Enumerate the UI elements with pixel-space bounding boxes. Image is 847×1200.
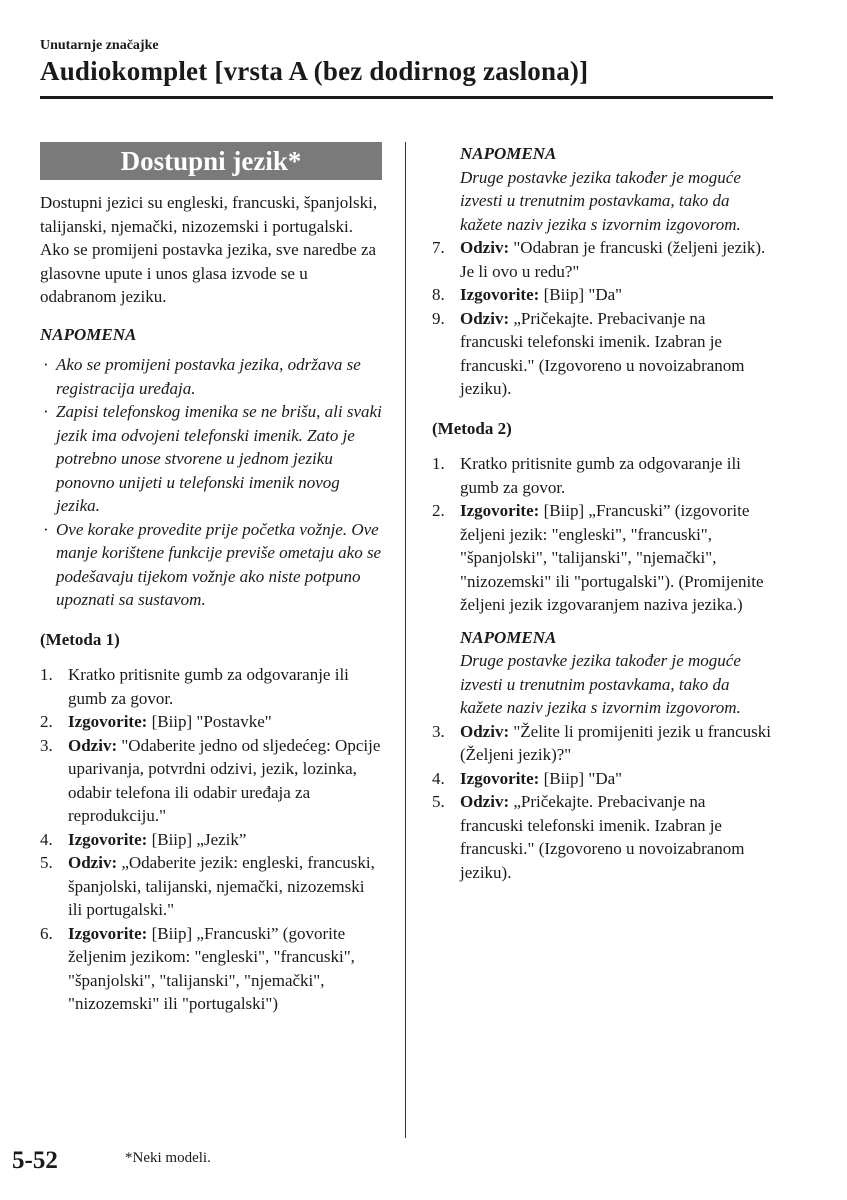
steps-list xyxy=(40,663,382,1016)
step-number: 5. xyxy=(432,792,445,811)
step-text: "Želite li promijeniti jezik u francuski (Željeni jezik)?" xyxy=(460,721,771,764)
step-number: 1. xyxy=(432,454,445,473)
step-number: 2. xyxy=(432,501,445,520)
step-item xyxy=(432,720,772,767)
step-number: 3. xyxy=(432,721,445,741)
step-item xyxy=(432,307,772,401)
method-title: (Metoda 2) xyxy=(432,418,512,438)
steps-list xyxy=(432,236,772,401)
step-item xyxy=(432,283,772,307)
method-title: (Metoda 1) xyxy=(40,629,120,649)
step-keyword: Izgovorite: xyxy=(460,768,540,788)
step-number: 2. xyxy=(40,712,53,731)
step-keyword: Odziv: xyxy=(460,308,510,328)
step-number: 1. xyxy=(40,665,53,684)
step-text: Kratko pritisnite gumb za odgovaranje ili gumb za govor. xyxy=(460,454,741,497)
footnote: *Neki modeli. xyxy=(125,1150,211,1166)
note-title: NAPOMENA xyxy=(40,324,137,344)
step-item xyxy=(40,710,382,734)
step-text: [Biip] "Postavke" xyxy=(147,712,272,731)
step-item xyxy=(40,922,382,1016)
section-heading: Dostupni jezik* xyxy=(40,142,382,180)
step-text: [Biip] „Francuski” (govorite željenim jezikom: "engleski", "francuski", "španjolski", "talijanski", "njemački", "nizozemski" ili "portugalski") xyxy=(68,923,355,1013)
step-text: [Biip] "Da" xyxy=(539,285,623,304)
step-keyword: Odziv: xyxy=(68,735,118,755)
step-text: "Odaberite jedno od sljedećeg: Opcije uparivanja, potvrdni odzivi, jezik, lozinka, odabir telefona ili odabir uređaja za reprodukciju." xyxy=(68,735,381,825)
column-divider xyxy=(405,142,406,1138)
steps-list xyxy=(432,452,772,617)
header-rule xyxy=(40,96,773,99)
intro-paragraph: Dostupni jezici su engleski, francuski, španjolski, talijanski, njemački, nizozemski i portugalski. Ako se promijeni postavka jezika, sve naredbe za glasovne upute i unos glasa izvode se u odabranom jeziku. xyxy=(40,193,378,306)
page-title: Audiokomplet [vrsta A (bez dodirnog zaslona)] xyxy=(40,56,589,86)
step-item xyxy=(40,828,382,852)
step-text: [Biip] "Da" xyxy=(539,768,623,788)
step-text: „Pričekajte. Prebacivanje na francuski telefonski imenik. Izabran je francuski." (Izgovoreno u novoizabranom jeziku). xyxy=(460,792,745,882)
left-column xyxy=(40,142,382,1016)
step-item xyxy=(40,663,382,710)
step-keyword: Izgovorite: xyxy=(460,501,540,520)
note-block xyxy=(432,142,772,236)
step-text: "Odabran je francuski (željeni jezik). Je li ovo u redu?" xyxy=(460,238,766,281)
step-text: „Pričekajte. Prebacivanje na francuski telefonski imenik. Izabran je francuski." (Izgovoreno u novoizabranom jeziku). xyxy=(460,308,745,398)
step-item xyxy=(432,236,772,283)
note-list xyxy=(40,353,382,612)
note-item: · Zapisi telefonskog imenika se ne brišu, ali svaki jezik ima odvojeni telefonski imenik. Zato je potrebno unose stvorene u jednom jeziku ponovno unijeti u telefonski imenik novog jezika. xyxy=(40,400,382,518)
step-text: „Odaberite jezik: engleski, francuski, španjolski, talijanski, njemački, nizozemski ili portugalski." xyxy=(68,853,375,919)
step-item xyxy=(432,499,772,617)
step-keyword: Izgovorite: xyxy=(68,712,148,731)
step-keyword: Izgovorite: xyxy=(68,923,148,943)
note-block xyxy=(432,626,772,720)
step-number: 5. xyxy=(40,853,53,872)
step-number: 4. xyxy=(432,768,445,788)
step-keyword: Izgovorite: xyxy=(68,829,148,849)
step-keyword: Odziv: xyxy=(460,721,510,741)
step-number: 7. xyxy=(432,238,445,257)
note-title: NAPOMENA xyxy=(460,627,557,647)
section-label: Unutarnje značajke xyxy=(40,38,159,53)
note-text: Druge postavke jezika također je moguće izvesti u trenutnim postavkama, tako da kažete naziv jezika s izvornim izgovorom. xyxy=(460,651,741,717)
step-item xyxy=(432,790,772,884)
step-number: 6. xyxy=(40,923,53,943)
step-number: 9. xyxy=(432,308,445,328)
note-title: NAPOMENA xyxy=(460,144,557,163)
step-item xyxy=(40,734,382,828)
step-keyword: Odziv: xyxy=(460,792,510,811)
step-number: 4. xyxy=(40,829,53,849)
step-item xyxy=(432,767,772,791)
step-number: 3. xyxy=(40,735,53,755)
step-number: 8. xyxy=(432,285,445,304)
step-item xyxy=(432,452,772,499)
step-keyword: Izgovorite: xyxy=(460,285,540,304)
page-number: 5-52 xyxy=(12,1147,58,1174)
steps-list xyxy=(432,720,772,885)
step-text: [Biip] „Jezik” xyxy=(147,829,247,849)
step-item xyxy=(40,851,382,922)
right-column xyxy=(432,142,772,884)
step-text: [Biip] „Francuski” (izgovorite željeni jezik: "engleski", "francuski", "španjolski", "talijanski", "njemački", "nizozemski" ili "portugalski"). (Promijenite željeni jezik izgovaranjem naziva jezika.) xyxy=(460,501,764,614)
note-item: · Ako se promijeni postavka jezika, održava se registracija uređaja. xyxy=(40,353,382,400)
note-text: Druge postavke jezika također je moguće izvesti u trenutnim postavkama, tako da kažete naziv jezika s izvornim izgovorom. xyxy=(460,167,741,234)
step-keyword: Odziv: xyxy=(68,853,118,872)
step-keyword: Odziv: xyxy=(460,238,510,257)
step-text: Kratko pritisnite gumb za odgovaranje ili gumb za govor. xyxy=(68,665,349,708)
note-item: · Ove korake provedite prije početka vožnje. Ove manje korištene funkcije previše ometaju ako se podešavaju tijekom vožnje ako niste potpuno upoznati sa sustavom. xyxy=(40,518,382,612)
